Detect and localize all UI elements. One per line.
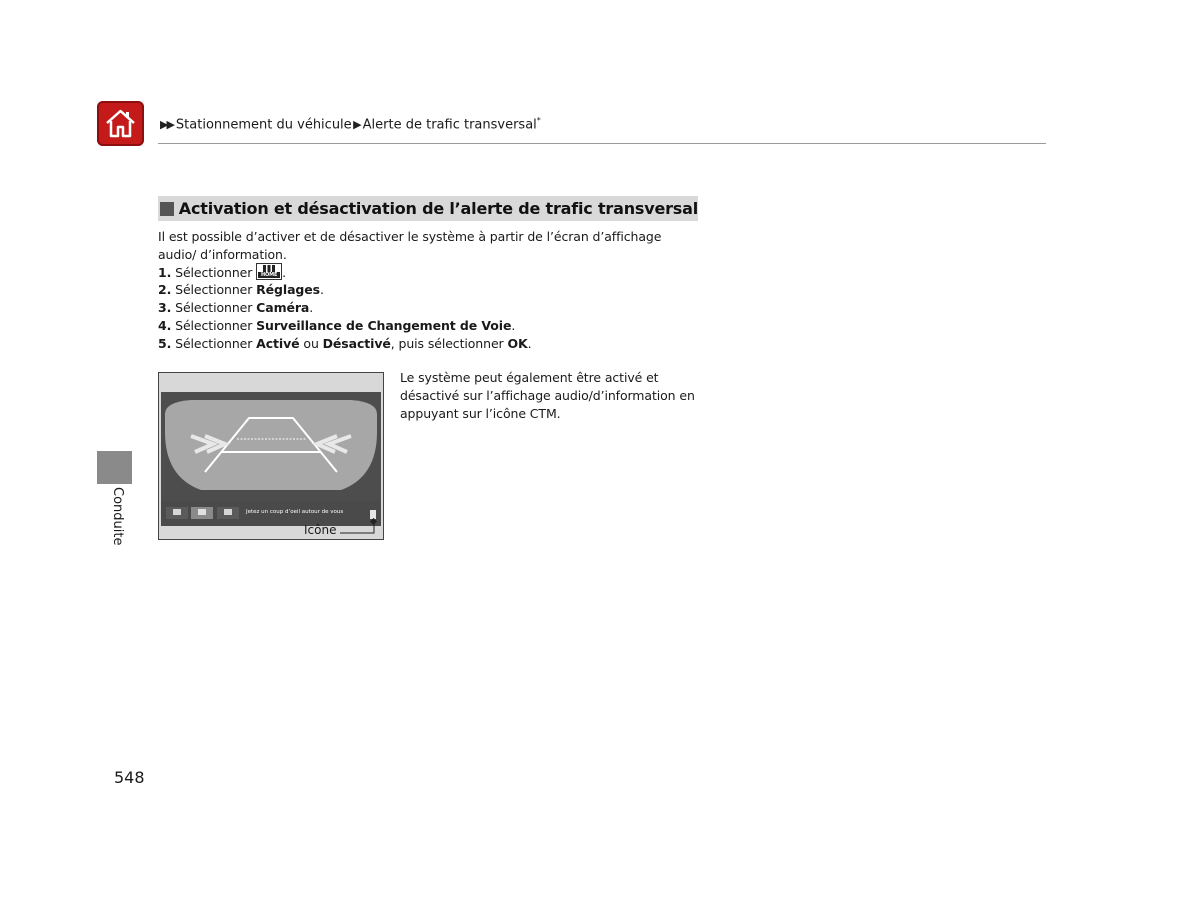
- home-button-icon: HOME: [256, 263, 282, 280]
- step-2: 2. Sélectionner Réglages.: [158, 282, 324, 297]
- icon-callout-line: [336, 518, 380, 536]
- step-4: 4. Sélectionner Surveillance de Changement de Voie.: [158, 318, 516, 333]
- breadcrumb-arrow-icon: ▶: [351, 118, 360, 132]
- chapter-label: Conduite: [110, 487, 125, 546]
- breadcrumb-arrow-icon: ▶▶: [160, 118, 173, 132]
- camera-screen-illustration: [158, 372, 384, 540]
- step-5: 5. Sélectionner Activé ou Désactivé, puis sélectionner OK.: [158, 336, 532, 351]
- intro-paragraph: Il est possible d’activer et de désactiver le système à partir de l’écran d’affichage audio/ d’information.: [158, 229, 662, 262]
- home-button[interactable]: [97, 101, 144, 146]
- icon-callout-label: Icône: [304, 523, 337, 537]
- chapter-tab[interactable]: [97, 451, 132, 484]
- breadcrumb-marker: *: [536, 116, 541, 125]
- section-title: Activation et désactivation de l’alerte de trafic transversal: [178, 199, 698, 218]
- steps-list: [158, 263, 698, 353]
- square-bullet-icon: [160, 202, 174, 216]
- home-icon: [104, 107, 137, 140]
- breadcrumb: [160, 116, 541, 132]
- screen-message: Jetez un coup d’oeil autour de vous: [246, 509, 344, 515]
- breadcrumb-item-cross-traffic[interactable]: Alerte de trafic transversal: [362, 117, 537, 133]
- page-number: 548: [114, 768, 145, 787]
- step-3: 3. Sélectionner Caméra.: [158, 300, 314, 315]
- step-1: 1. Sélectionner HOME .: [158, 265, 287, 280]
- figure-note: Le système peut également être activé et désactivé sur l’affichage audio/d’information en appuyant sur l’icône CTM.: [400, 370, 695, 421]
- breadcrumb-item-parking[interactable]: Stationnement du véhicule: [175, 117, 352, 133]
- header-divider: [158, 143, 1046, 144]
- section-heading: [158, 196, 698, 221]
